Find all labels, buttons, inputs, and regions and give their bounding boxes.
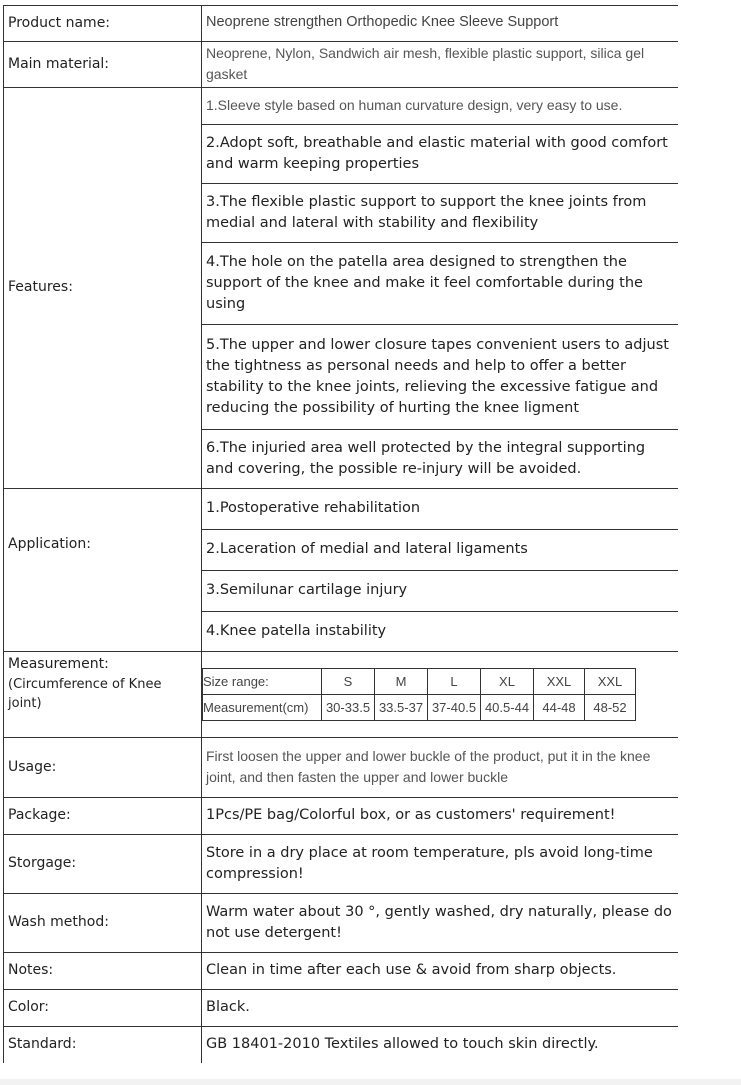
row-divider — [3, 893, 678, 894]
storage-value: Store in a dry place at room temperature, pls avoid long-time compression! — [206, 845, 653, 882]
size-cell: XL — [481, 669, 534, 695]
size-cell: S — [322, 669, 375, 695]
standard-value: GB 18401-2010 Textiles allowed to touch skin directly. — [206, 1036, 599, 1052]
wash-method-value: Warm water about 30 °, gently washed, dry naturally, please do not use detergent! — [206, 904, 672, 941]
measurement-cell: 40.5-44 — [481, 695, 534, 721]
measurement-cell: 30-33.5 — [322, 695, 375, 721]
measurement-cell: 33.5-37 — [375, 695, 428, 721]
standard-label: Standard: — [8, 1036, 77, 1052]
main-material-value: Neoprene, Nylon, Sandwich air mesh, flexible plastic support, silica gel gasket — [206, 45, 645, 82]
application-divider — [201, 611, 678, 612]
row-divider — [3, 651, 678, 652]
measurement-cell: 48-52 — [585, 695, 636, 721]
application-item: 1.Postoperative rehabilitation — [206, 500, 421, 516]
application-item: 2.Laceration of medial and lateral ligaments — [206, 541, 528, 557]
feature-item: 1.Sleeve style based on human curvature design, very easy to use. — [206, 97, 623, 113]
page-footer-strip — [0, 1079, 741, 1085]
feature-item: 5.The upper and lower closure tapes convenient users to adjust the tightness as personal needs and help to offer a better stability to the knee joints, relieving the excessive fatigue and reducing the possibility of hurting the knee ligment — [206, 337, 669, 416]
size-cell: XXL — [585, 669, 636, 695]
feature-item: 2.Adopt soft, breathable and elastic material with good comfort and warm keeping properties — [206, 135, 668, 172]
size-cell: M — [375, 669, 428, 695]
application-label: Application: — [8, 536, 91, 552]
application-divider — [201, 570, 678, 571]
row-divider — [3, 87, 678, 88]
feature-item: 6.The injuried area well protected by the integral supporting and covering, the possible re-injury will be avoided. — [206, 440, 646, 477]
row-divider — [3, 5, 678, 6]
row-divider — [3, 488, 678, 489]
feature-divider — [201, 429, 678, 430]
usage-value: First loosen the upper and lower buckle of the product, put it in the knee joint, and then fasten the upper and lower buckle — [206, 748, 651, 785]
main-material-label: Main material: — [8, 56, 110, 72]
size-cell: L — [428, 669, 481, 695]
storage-label: Storgage: — [8, 855, 77, 871]
measurement-sublabel: (Circumference of Knee joint) — [8, 677, 162, 711]
notes-value: Clean in time after each use & avoid from sharp objects. — [206, 962, 617, 978]
application-item: 4.Knee patella instability — [206, 623, 387, 639]
measurement-cell: 44-48 — [534, 695, 585, 721]
row-divider — [3, 737, 678, 738]
notes-label: Notes: — [8, 962, 54, 978]
feature-divider — [201, 124, 678, 125]
row-divider — [3, 797, 678, 798]
feature-item: 4.The hole on the patella area designed to strengthen the support of the knee and make it feel comfortable during the using — [206, 254, 643, 312]
application-divider — [201, 529, 678, 530]
table-column-divider — [201, 5, 202, 1063]
feature-divider — [201, 242, 678, 243]
size-row — [203, 669, 636, 695]
table-left-border — [3, 5, 4, 1063]
row-divider — [3, 989, 678, 990]
size-range-header: Size range: — [203, 669, 322, 695]
usage-label: Usage: — [8, 759, 57, 775]
measurement-header: Measurement(cm) — [203, 695, 322, 721]
row-divider — [3, 834, 678, 835]
color-value: Black. — [206, 999, 250, 1015]
package-label: Package: — [8, 807, 71, 823]
color-label: Color: — [8, 999, 50, 1015]
row-divider — [3, 952, 678, 953]
row-divider — [3, 41, 678, 42]
package-value: 1Pcs/PE bag/Colorful box, or as customers' requirement! — [206, 807, 616, 823]
feature-divider — [201, 324, 678, 325]
application-item: 3.Semilunar cartilage injury — [206, 582, 408, 598]
product-name-value: Neoprene strengthen Orthopedic Knee Sleeve Support — [206, 14, 559, 30]
feature-item: 3.The flexible plastic support to support the knee joints from medial and lateral with stability and flexibility — [206, 194, 647, 231]
feature-divider — [201, 183, 678, 184]
row-divider — [3, 1026, 678, 1027]
measurement-row — [203, 695, 636, 721]
features-label: Features: — [8, 279, 73, 295]
size-table — [202, 668, 636, 721]
measurement-cell: 37-40.5 — [428, 695, 481, 721]
size-cell: XXL — [534, 669, 585, 695]
measurement-label: Measurement: — [8, 656, 109, 672]
product-name-label: Product name: — [8, 15, 111, 31]
wash-method-label: Wash method: — [8, 914, 109, 930]
